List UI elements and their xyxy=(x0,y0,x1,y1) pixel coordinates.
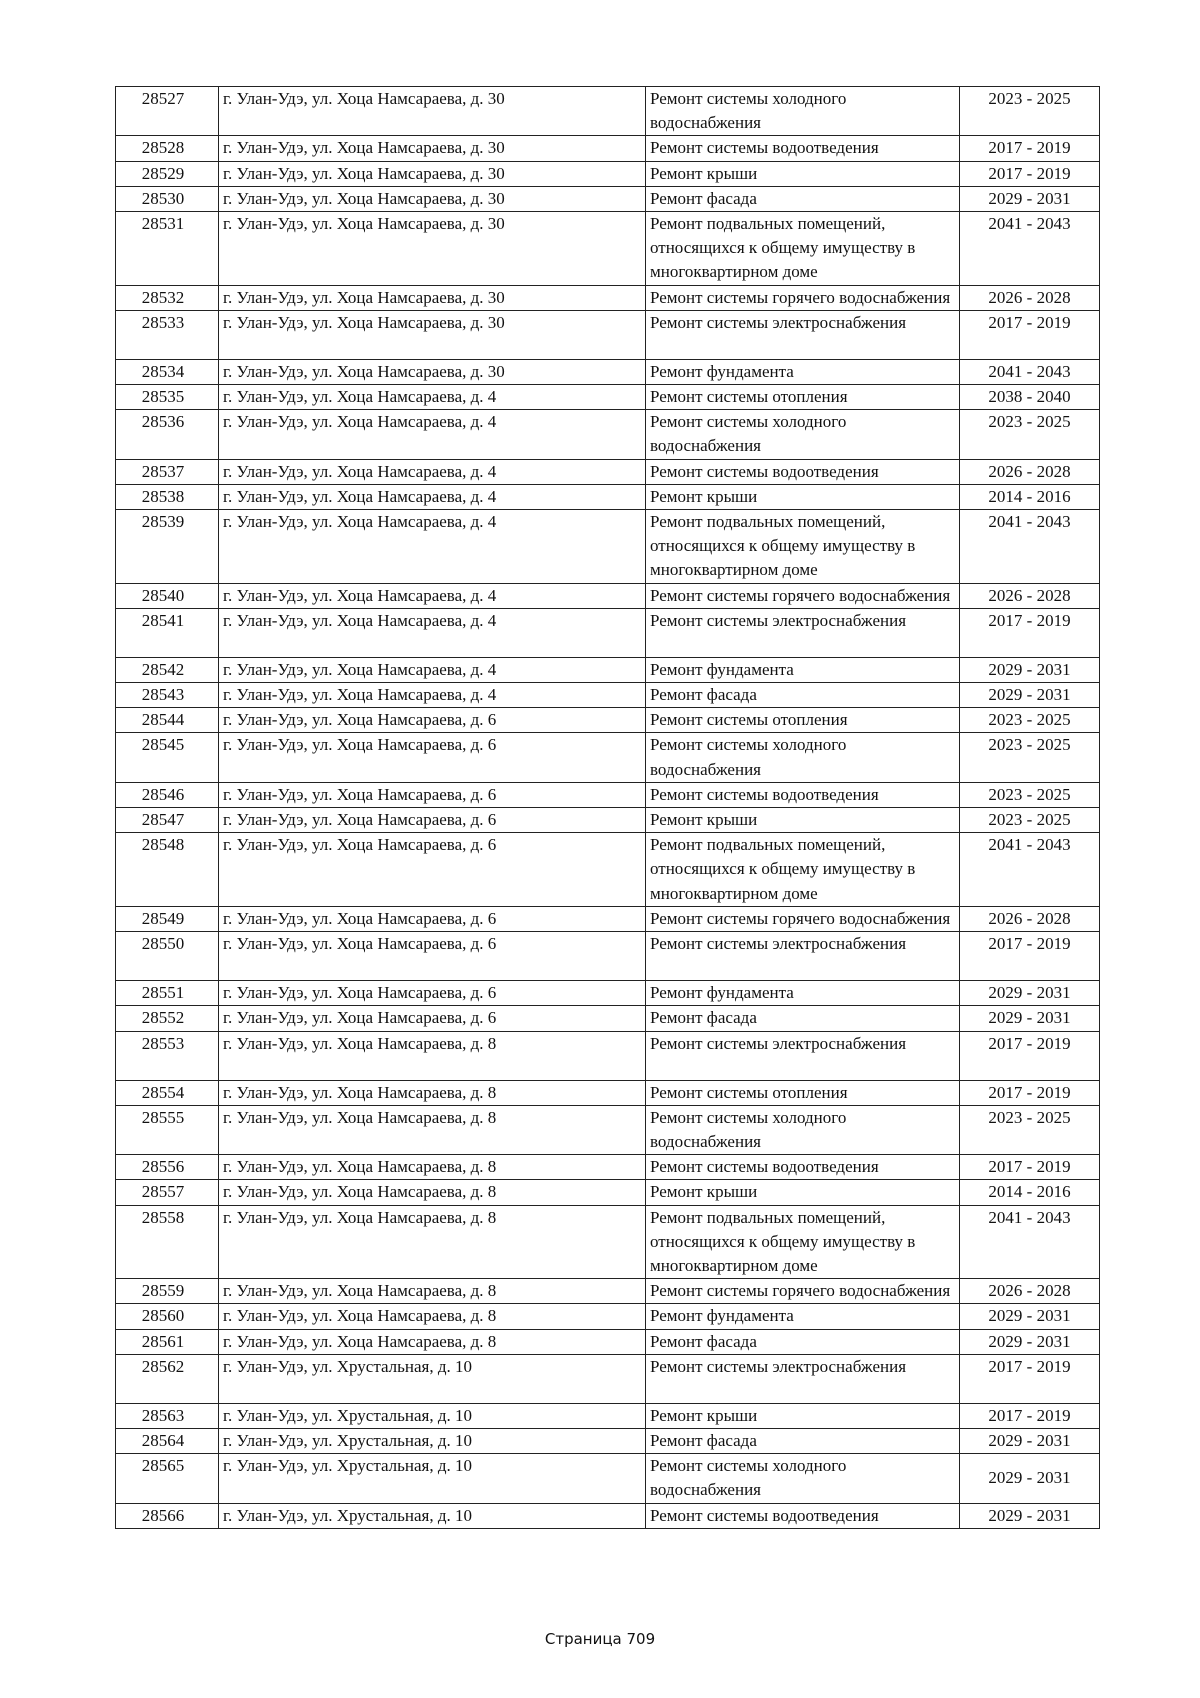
row-period: 2029 - 2031 xyxy=(960,1006,1100,1031)
row-work-type: Ремонт фундамента xyxy=(646,1304,960,1329)
row-period: 2026 - 2028 xyxy=(960,1279,1100,1304)
table-row xyxy=(116,1354,1100,1403)
row-period: 2026 - 2028 xyxy=(960,285,1100,310)
row-work-type: Ремонт подвальных помещений, относящихся к общему имуществу в многоквартирном доме xyxy=(646,1205,960,1279)
row-address: г. Улан-Удэ, ул. Хоца Намсараева, д. 8 xyxy=(219,1105,646,1154)
row-period: 2026 - 2028 xyxy=(960,459,1100,484)
table-row xyxy=(116,459,1100,484)
table-row xyxy=(116,87,1100,136)
row-work-type: Ремонт фасада xyxy=(646,1329,960,1354)
row-period: 2014 - 2016 xyxy=(960,1180,1100,1205)
row-address: г. Улан-Удэ, ул. Хоца Намсараева, д. 4 xyxy=(219,657,646,682)
table-row xyxy=(116,583,1100,608)
row-number: 28536 xyxy=(116,410,219,459)
table-row xyxy=(116,1503,1100,1528)
row-address: г. Улан-Удэ, ул. Хоца Намсараева, д. 30 xyxy=(219,186,646,211)
row-period: 2029 - 2031 xyxy=(960,1503,1100,1528)
row-address: г. Улан-Удэ, ул. Хоца Намсараева, д. 6 xyxy=(219,708,646,733)
row-period: 2023 - 2025 xyxy=(960,87,1100,136)
row-period: 2029 - 2031 xyxy=(960,186,1100,211)
row-work-type: Ремонт системы водоотведения xyxy=(646,459,960,484)
row-work-type: Ремонт фасада xyxy=(646,1006,960,1031)
table-row xyxy=(116,833,1100,907)
row-work-type: Ремонт системы электроснабжения xyxy=(646,608,960,657)
table-row xyxy=(116,1105,1100,1154)
table-row xyxy=(116,657,1100,682)
row-number: 28564 xyxy=(116,1428,219,1453)
row-work-type: Ремонт системы холодного водоснабжения xyxy=(646,410,960,459)
row-work-type: Ремонт системы водоотведения xyxy=(646,782,960,807)
row-period: 2017 - 2019 xyxy=(960,932,1100,981)
row-work-type: Ремонт подвальных помещений, относящихся к общему имуществу в многоквартирном доме xyxy=(646,212,960,286)
row-number: 28548 xyxy=(116,833,219,907)
row-work-type: Ремонт системы электроснабжения xyxy=(646,932,960,981)
row-work-type: Ремонт системы холодного водоснабжения xyxy=(646,1105,960,1154)
row-address: г. Улан-Удэ, ул. Хоца Намсараева, д. 4 xyxy=(219,410,646,459)
table-row xyxy=(116,410,1100,459)
row-period: 2029 - 2031 xyxy=(960,683,1100,708)
row-period: 2017 - 2019 xyxy=(960,1031,1100,1080)
row-work-type: Ремонт системы холодного водоснабжения xyxy=(646,87,960,136)
row-work-type: Ремонт крыши xyxy=(646,1180,960,1205)
table-row xyxy=(116,1279,1100,1304)
row-address: г. Улан-Удэ, ул. Хоца Намсараева, д. 8 xyxy=(219,1031,646,1080)
row-work-type: Ремонт системы холодного водоснабжения xyxy=(646,1454,960,1503)
row-address: г. Улан-Удэ, ул. Хоца Намсараева, д. 4 xyxy=(219,510,646,584)
row-number: 28540 xyxy=(116,583,219,608)
table-row xyxy=(116,1454,1100,1503)
row-work-type: Ремонт фасада xyxy=(646,186,960,211)
row-work-type: Ремонт системы водоотведения xyxy=(646,136,960,161)
row-work-type: Ремонт системы отопления xyxy=(646,1080,960,1105)
row-address: г. Улан-Удэ, ул. Хоца Намсараева, д. 8 xyxy=(219,1155,646,1180)
table-row xyxy=(116,1155,1100,1180)
row-work-type: Ремонт крыши xyxy=(646,1403,960,1428)
row-address: г. Улан-Удэ, ул. Хоца Намсараева, д. 6 xyxy=(219,932,646,981)
row-number: 28552 xyxy=(116,1006,219,1031)
row-work-type: Ремонт системы водоотведения xyxy=(646,1503,960,1528)
table-row xyxy=(116,608,1100,657)
row-address: г. Улан-Удэ, ул. Хоца Намсараева, д. 4 xyxy=(219,385,646,410)
row-period: 2029 - 2031 xyxy=(960,1329,1100,1354)
row-period: 2041 - 2043 xyxy=(960,359,1100,384)
row-period: 2023 - 2025 xyxy=(960,808,1100,833)
row-number: 28559 xyxy=(116,1279,219,1304)
table-row xyxy=(116,932,1100,981)
row-number: 28553 xyxy=(116,1031,219,1080)
row-work-type: Ремонт фундамента xyxy=(646,657,960,682)
row-address: г. Улан-Удэ, ул. Хоца Намсараева, д. 8 xyxy=(219,1304,646,1329)
row-work-type: Ремонт фундамента xyxy=(646,359,960,384)
table-row xyxy=(116,359,1100,384)
table-body xyxy=(116,87,1100,1529)
table-row xyxy=(116,310,1100,359)
table-row xyxy=(116,285,1100,310)
row-work-type: Ремонт системы электроснабжения xyxy=(646,1031,960,1080)
row-number: 28546 xyxy=(116,782,219,807)
repair-schedule-table xyxy=(115,86,1100,1529)
table-row xyxy=(116,708,1100,733)
row-period: 2023 - 2025 xyxy=(960,708,1100,733)
row-number: 28562 xyxy=(116,1354,219,1403)
row-period: 2017 - 2019 xyxy=(960,1354,1100,1403)
row-work-type: Ремонт системы отопления xyxy=(646,708,960,733)
row-number: 28554 xyxy=(116,1080,219,1105)
row-address: г. Улан-Удэ, ул. Хоца Намсараева, д. 30 xyxy=(219,310,646,359)
row-number: 28560 xyxy=(116,1304,219,1329)
row-number: 28549 xyxy=(116,906,219,931)
row-number: 28556 xyxy=(116,1155,219,1180)
row-number: 28529 xyxy=(116,161,219,186)
table-row xyxy=(116,1006,1100,1031)
row-number: 28551 xyxy=(116,981,219,1006)
row-address: г. Улан-Удэ, ул. Хоца Намсараева, д. 8 xyxy=(219,1205,646,1279)
table-row xyxy=(116,212,1100,286)
row-number: 28565 xyxy=(116,1454,219,1503)
row-period: 2017 - 2019 xyxy=(960,1155,1100,1180)
row-period: 2029 - 2031 xyxy=(960,981,1100,1006)
table-row xyxy=(116,1403,1100,1428)
row-period: 2041 - 2043 xyxy=(960,1205,1100,1279)
row-period: 2029 - 2031 xyxy=(960,1428,1100,1453)
page-number: Страница 709 xyxy=(544,1630,656,1648)
row-address: г. Улан-Удэ, ул. Хоца Намсараева, д. 8 xyxy=(219,1080,646,1105)
row-period: 2029 - 2031 xyxy=(960,1454,1100,1503)
row-number: 28555 xyxy=(116,1105,219,1154)
row-number: 28531 xyxy=(116,212,219,286)
table-row xyxy=(116,161,1100,186)
row-address: г. Улан-Удэ, ул. Хоца Намсараева, д. 8 xyxy=(219,1180,646,1205)
table-row xyxy=(116,683,1100,708)
row-work-type: Ремонт системы горячего водоснабжения xyxy=(646,583,960,608)
table-row xyxy=(116,808,1100,833)
row-number: 28558 xyxy=(116,1205,219,1279)
row-address: г. Улан-Удэ, ул. Хрустальная, д. 10 xyxy=(219,1454,646,1503)
row-number: 28532 xyxy=(116,285,219,310)
table-row xyxy=(116,136,1100,161)
row-address: г. Улан-Удэ, ул. Хоца Намсараева, д. 6 xyxy=(219,906,646,931)
row-address: г. Улан-Удэ, ул. Хоца Намсараева, д. 8 xyxy=(219,1279,646,1304)
row-number: 28538 xyxy=(116,484,219,509)
row-number: 28530 xyxy=(116,186,219,211)
row-work-type: Ремонт крыши xyxy=(646,161,960,186)
row-number: 28543 xyxy=(116,683,219,708)
row-work-type: Ремонт подвальных помещений, относящихся к общему имуществу в многоквартирном доме xyxy=(646,510,960,584)
row-number: 28539 xyxy=(116,510,219,584)
row-address: г. Улан-Удэ, ул. Хоца Намсараева, д. 4 xyxy=(219,583,646,608)
table-row xyxy=(116,733,1100,782)
row-number: 28561 xyxy=(116,1329,219,1354)
row-period: 2026 - 2028 xyxy=(960,583,1100,608)
row-address: г. Улан-Удэ, ул. Хоца Намсараева, д. 4 xyxy=(219,459,646,484)
row-period: 2014 - 2016 xyxy=(960,484,1100,509)
row-number: 28557 xyxy=(116,1180,219,1205)
table-row xyxy=(116,1205,1100,1279)
table-row xyxy=(116,906,1100,931)
row-period: 2026 - 2028 xyxy=(960,906,1100,931)
row-work-type: Ремонт системы водоотведения xyxy=(646,1155,960,1180)
table-row xyxy=(116,1031,1100,1080)
row-address: г. Улан-Удэ, ул. Хоца Намсараева, д. 6 xyxy=(219,981,646,1006)
row-work-type: Ремонт системы горячего водоснабжения xyxy=(646,285,960,310)
row-work-type: Ремонт системы электроснабжения xyxy=(646,1354,960,1403)
row-address: г. Улан-Удэ, ул. Хоца Намсараева, д. 30 xyxy=(219,87,646,136)
row-address: г. Улан-Удэ, ул. Хрустальная, д. 10 xyxy=(219,1428,646,1453)
row-number: 28535 xyxy=(116,385,219,410)
row-work-type: Ремонт подвальных помещений, относящихся к общему имуществу в многоквартирном доме xyxy=(646,833,960,907)
row-address: г. Улан-Удэ, ул. Хоца Намсараева, д. 6 xyxy=(219,733,646,782)
row-work-type: Ремонт системы холодного водоснабжения xyxy=(646,733,960,782)
row-work-type: Ремонт системы горячего водоснабжения xyxy=(646,906,960,931)
row-period: 2041 - 2043 xyxy=(960,510,1100,584)
row-number: 28566 xyxy=(116,1503,219,1528)
table-row xyxy=(116,484,1100,509)
row-number: 28544 xyxy=(116,708,219,733)
row-address: г. Улан-Удэ, ул. Хоца Намсараева, д. 30 xyxy=(219,161,646,186)
row-address: г. Улан-Удэ, ул. Хоца Намсараева, д. 6 xyxy=(219,833,646,907)
row-work-type: Ремонт системы отопления xyxy=(646,385,960,410)
table-row xyxy=(116,1180,1100,1205)
row-work-type: Ремонт крыши xyxy=(646,484,960,509)
row-address: г. Улан-Удэ, ул. Хоца Намсараева, д. 6 xyxy=(219,1006,646,1031)
row-period: 2023 - 2025 xyxy=(960,1105,1100,1154)
row-work-type: Ремонт фасада xyxy=(646,683,960,708)
row-address: г. Улан-Удэ, ул. Хрустальная, д. 10 xyxy=(219,1403,646,1428)
table-row xyxy=(116,1080,1100,1105)
row-period: 2017 - 2019 xyxy=(960,136,1100,161)
row-address: г. Улан-Удэ, ул. Хоца Намсараева, д. 30 xyxy=(219,285,646,310)
row-period: 2023 - 2025 xyxy=(960,410,1100,459)
row-address: г. Улан-Удэ, ул. Хоца Намсараева, д. 30 xyxy=(219,212,646,286)
row-period: 2023 - 2025 xyxy=(960,782,1100,807)
table-row xyxy=(116,385,1100,410)
row-work-type: Ремонт крыши xyxy=(646,808,960,833)
row-work-type: Ремонт фасада xyxy=(646,1428,960,1453)
row-address: г. Улан-Удэ, ул. Хоца Намсараева, д. 4 xyxy=(219,484,646,509)
row-address: г. Улан-Удэ, ул. Хоца Намсараева, д. 6 xyxy=(219,808,646,833)
row-number: 28541 xyxy=(116,608,219,657)
row-number: 28533 xyxy=(116,310,219,359)
row-period: 2029 - 2031 xyxy=(960,1304,1100,1329)
row-address: г. Улан-Удэ, ул. Хоца Намсараева, д. 8 xyxy=(219,1329,646,1354)
row-period: 2017 - 2019 xyxy=(960,310,1100,359)
table-row xyxy=(116,782,1100,807)
row-address: г. Улан-Удэ, ул. Хрустальная, д. 10 xyxy=(219,1354,646,1403)
table-row xyxy=(116,981,1100,1006)
table-row xyxy=(116,1428,1100,1453)
row-period: 2017 - 2019 xyxy=(960,161,1100,186)
row-address: г. Улан-Удэ, ул. Хоца Намсараева, д. 4 xyxy=(219,683,646,708)
row-number: 28527 xyxy=(116,87,219,136)
row-number: 28545 xyxy=(116,733,219,782)
row-period: 2017 - 2019 xyxy=(960,1403,1100,1428)
table-row xyxy=(116,1304,1100,1329)
row-number: 28563 xyxy=(116,1403,219,1428)
row-address: г. Улан-Удэ, ул. Хоца Намсараева, д. 4 xyxy=(219,608,646,657)
row-address: г. Улан-Удэ, ул. Хрустальная, д. 10 xyxy=(219,1503,646,1528)
row-number: 28547 xyxy=(116,808,219,833)
row-address: г. Улан-Удэ, ул. Хоца Намсараева, д. 6 xyxy=(219,782,646,807)
row-number: 28534 xyxy=(116,359,219,384)
row-period: 2041 - 2043 xyxy=(960,212,1100,286)
row-number: 28537 xyxy=(116,459,219,484)
table-row xyxy=(116,510,1100,584)
row-number: 28528 xyxy=(116,136,219,161)
table-row xyxy=(116,186,1100,211)
row-address: г. Улан-Удэ, ул. Хоца Намсараева, д. 30 xyxy=(219,359,646,384)
row-work-type: Ремонт системы электроснабжения xyxy=(646,310,960,359)
row-address: г. Улан-Удэ, ул. Хоца Намсараева, д. 30 xyxy=(219,136,646,161)
row-period: 2038 - 2040 xyxy=(960,385,1100,410)
row-number: 28550 xyxy=(116,932,219,981)
row-number: 28542 xyxy=(116,657,219,682)
row-period: 2041 - 2043 xyxy=(960,833,1100,907)
row-period: 2017 - 2019 xyxy=(960,1080,1100,1105)
table-row xyxy=(116,1329,1100,1354)
row-work-type: Ремонт фундамента xyxy=(646,981,960,1006)
row-period: 2017 - 2019 xyxy=(960,608,1100,657)
row-period: 2029 - 2031 xyxy=(960,657,1100,682)
row-period: 2023 - 2025 xyxy=(960,733,1100,782)
row-work-type: Ремонт системы горячего водоснабжения xyxy=(646,1279,960,1304)
